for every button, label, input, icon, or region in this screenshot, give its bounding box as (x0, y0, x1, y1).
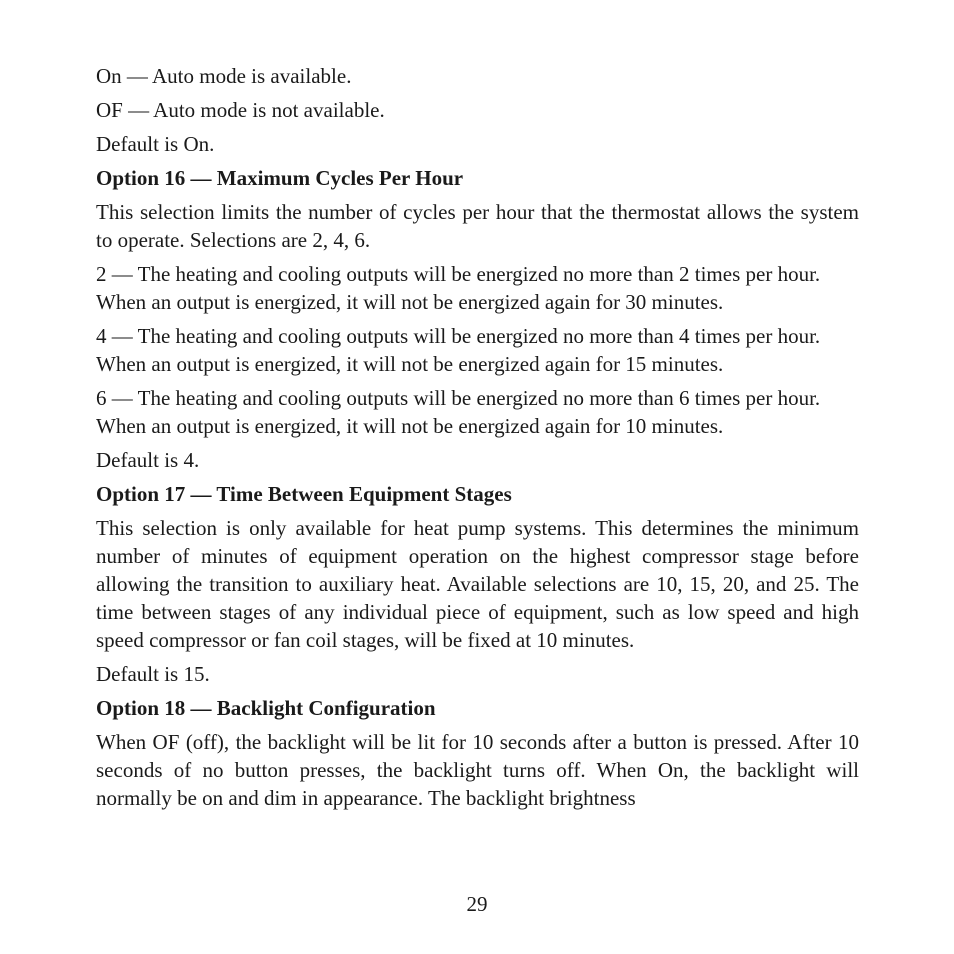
option-16-default-text: Default is 4. (96, 448, 200, 472)
option-17-default-text: Default is 15. (96, 662, 210, 686)
option-17-heading: Option 17 — Time Between Equipment Stages (96, 482, 512, 506)
auto-mode-default-text: Default is On. (96, 132, 215, 156)
option-17-description: This selection is only available for heat pump systems. This determines the minimum number of minutes of equipment operation on the highest compressor stage before allowing the transition to auxiliary heat. Available selections are 10, 15, 20, and 25. The time between stages of any individual piece of equipment, such as low speed and high speed compressor or fan coil stages, will be fixed at 10 minutes. (96, 516, 859, 652)
option-16-selection-4: 4 — The heating and cooling outputs will be energized no more than 4 times per hour. When an output is energized, it will not be energized again for 15 minutes. (96, 324, 821, 376)
option-16-selection-2: 2 — The heating and cooling outputs will be energized no more than 2 times per hour. When an output is energized, it will not be energized again for 30 minutes. (96, 262, 821, 314)
option-16-description: This selection limits the number of cycles per hour that the thermostat allows the system to operate. Selections are 2, 4, 6. (96, 200, 859, 252)
auto-mode-off-text: OF — Auto mode is not available. (96, 98, 385, 122)
document-page (96, 62, 859, 818)
option-16-heading: Option 16 — Maximum Cycles Per Hour (96, 166, 464, 190)
option-16-selection-6: 6 — The heating and cooling outputs will be energized no more than 6 times per hour. When an output is energized, it will not be energized again for 10 minutes. (96, 386, 821, 438)
option-18-description: When OF (off), the backlight will be lit for 10 seconds after a button is pressed. After 10 seconds of no button presses, the backlight turns off. When On, the backlight will normally be on and dim in appearance. The backlight brightness (96, 730, 859, 810)
auto-mode-on-text: On — Auto mode is available. (96, 64, 352, 88)
page-number: 29 (466, 892, 488, 916)
option-18-heading: Option 18 — Backlight Configuration (96, 696, 436, 720)
